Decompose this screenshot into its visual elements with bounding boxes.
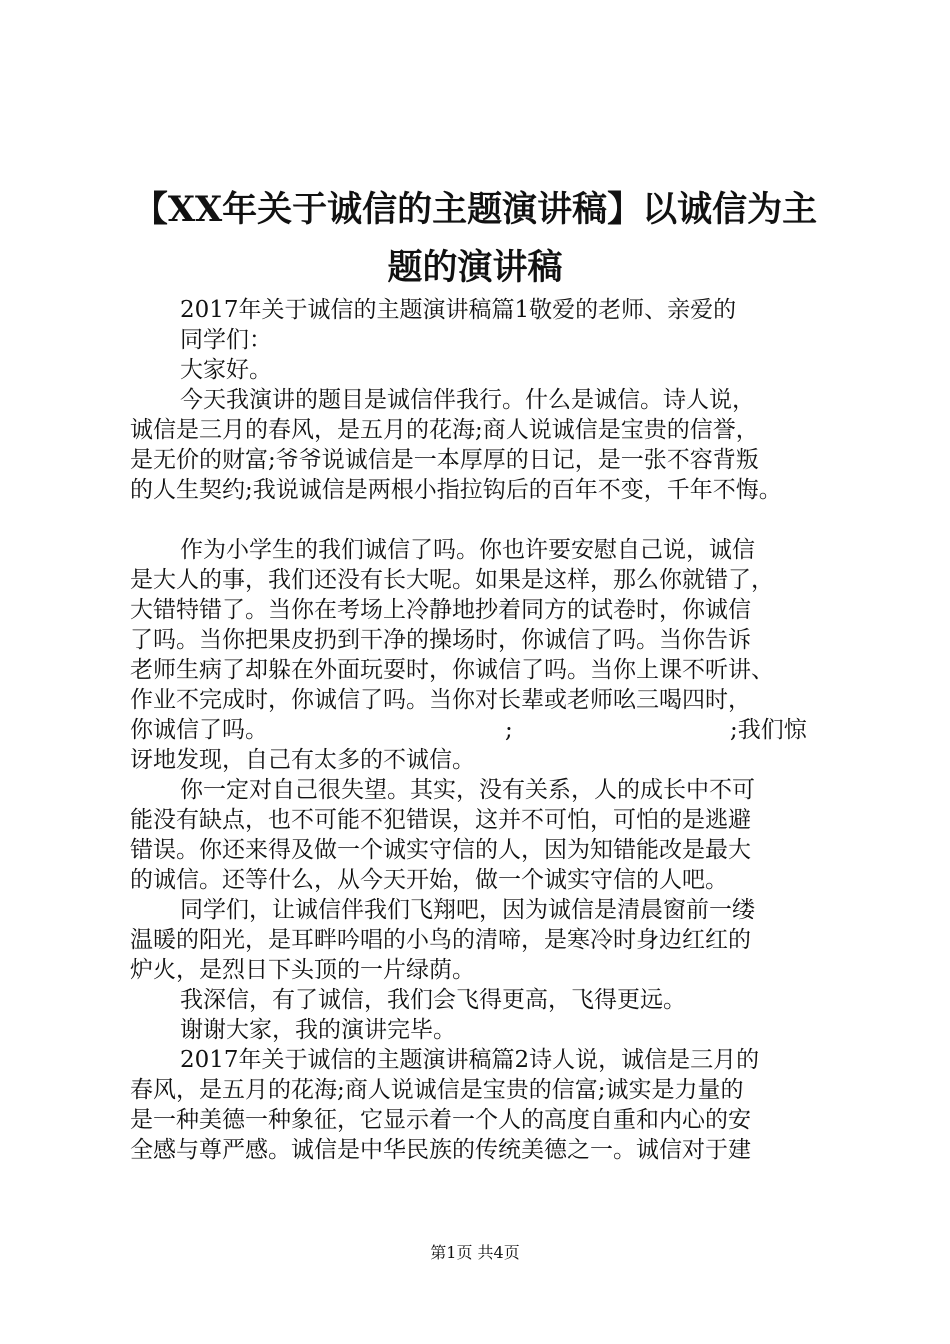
paragraph-line: 今天我演讲的题目是诚信伴我行。什么是诚信。诗人说， bbox=[180, 387, 755, 413]
line-segment: 你诚信了吗。 bbox=[130, 717, 268, 743]
paragraph-line: 同学们： bbox=[180, 327, 272, 353]
line-segment: ;我们惊 bbox=[730, 717, 807, 743]
paragraph-line: 温暖的阳光，是耳畔吟唱的小鸟的清啼，是寒冷时身边红红的 bbox=[130, 927, 751, 953]
paragraph-line: 了吗。当你把果皮扔到干净的操场时，你诚信了吗。当你告诉 bbox=[130, 627, 751, 653]
paragraph-line: 能没有缺点，也不可能不犯错误，这并不可怕，可怕的是逃避 bbox=[130, 807, 751, 833]
paragraph-line: 作业不完成时，你诚信了吗。当你对长辈或老师吆三喝四时， bbox=[130, 687, 751, 713]
paragraph-line: 2017年关于诚信的主题演讲稿篇1敬爱的老师、亲爱的 bbox=[180, 297, 737, 323]
paragraph-line: 大错特错了。当你在考场上冷静地抄着同方的试卷时，你诚信 bbox=[130, 597, 751, 623]
line-segment: ; bbox=[505, 717, 513, 743]
document-title-line-1: 【XX年关于诚信的主题演讲稿】以诚信为主 bbox=[132, 189, 818, 230]
paragraph-line: 是大人的事，我们还没有长大呢。如果是这样，那么你就错了， bbox=[130, 567, 774, 593]
paragraph-line: 大家好。 bbox=[180, 357, 272, 383]
document-title-line-2: 题的演讲稿 bbox=[387, 247, 563, 288]
paragraph-line: 春风，是五月的花海;商人说诚信是宝贵的信富;诚实是力量的 bbox=[130, 1077, 744, 1103]
blank-line bbox=[130, 505, 850, 535]
paragraph-line: 作为小学生的我们诚信了吗。你也许要安慰自己说，诚信 bbox=[180, 537, 755, 563]
paragraph-line: 你一定对自己很失望。其实，没有关系，人的成长中不可 bbox=[180, 777, 755, 803]
page-footer: 第1页 共4页 bbox=[430, 1243, 520, 1262]
paragraph-line: 谢谢大家，我的演讲完毕。 bbox=[180, 1017, 456, 1043]
paragraph-line: 炉火，是烈日下头顶的一片绿荫。 bbox=[130, 957, 475, 983]
paragraph-line-split bbox=[130, 715, 850, 745]
document-body bbox=[130, 295, 850, 1165]
paragraph-line: 是无价的财富;爷爷说诚信是一本厚厚的日记，是一张不容背叛 bbox=[130, 447, 759, 473]
paragraph-line: 全感与尊严感。诚信是中华民族的传统美德之一。诚信对于建 bbox=[130, 1137, 751, 1163]
paragraph-line: 2017年关于诚信的主题演讲稿篇2诗人说，诚信是三月的 bbox=[180, 1047, 760, 1073]
paragraph-line: 的人生契约;我说诚信是两根小指拉钩后的百年不变，千年不悔。 bbox=[130, 477, 782, 503]
paragraph-line: 诚信是三月的春风，是五月的花海;商人说诚信是宝贵的信誉， bbox=[130, 417, 759, 443]
paragraph-line: 我深信，有了诚信，我们会飞得更高，飞得更远。 bbox=[180, 987, 686, 1013]
paragraph-line: 老师生病了却躲在外面玩耍时，你诚信了吗。当你上课不听讲、 bbox=[130, 657, 774, 683]
paragraph-line: 错误。你还来得及做一个诚实守信的人，因为知错能改是最大 bbox=[130, 837, 751, 863]
paragraph-line: 讶地发现，自己有太多的不诚信。 bbox=[130, 747, 475, 773]
paragraph-line: 是一种美德一种象征，它显示着一个人的高度自重和内心的安 bbox=[130, 1107, 751, 1133]
paragraph-line: 同学们，让诚信伴我们飞翔吧，因为诚信是清晨窗前一缕 bbox=[180, 897, 755, 923]
paragraph-line: 的诚信。还等什么，从今天开始，做一个诚实守信的人吧。 bbox=[130, 867, 728, 893]
